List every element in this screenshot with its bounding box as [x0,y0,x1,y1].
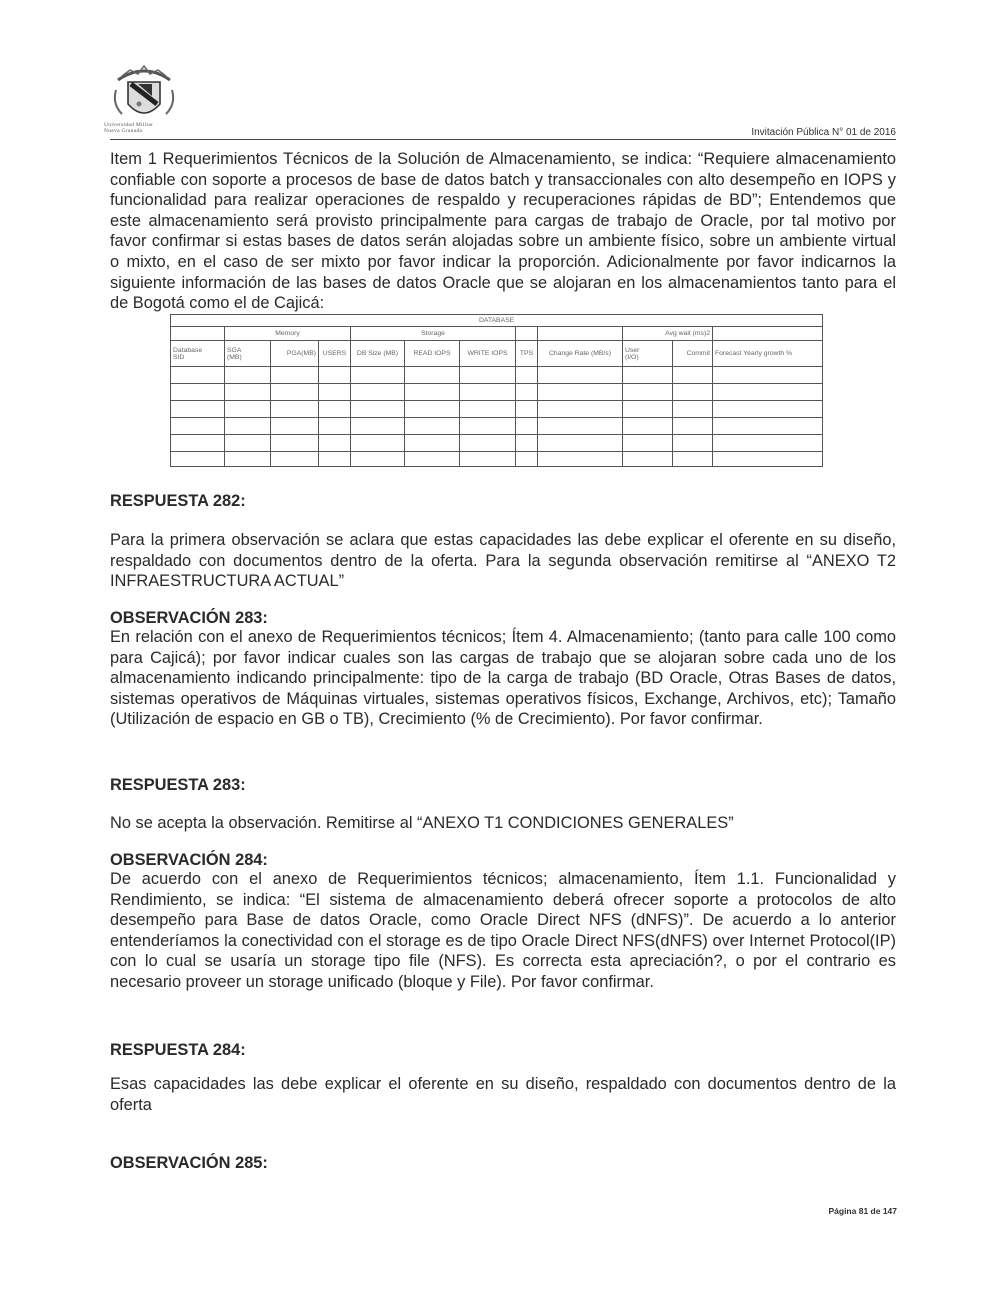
table-row [171,384,823,401]
table-row [171,367,823,384]
col-users: USERS [319,341,351,367]
table-title: DATABASE [171,315,823,327]
observacion-285-heading: OBSERVACIÓN 285: [110,1154,268,1172]
col-write-iops: WRITE IOPS [460,341,516,367]
page-number: Página 81 de 147 [828,1206,897,1216]
empty-cell [538,327,623,341]
respuesta-282-text: Para la primera observación se aclara que estas capacidades las debe explicar el oferente en su diseño, respaldado con documentos dentro de la oferta. Para la segunda observación remitirse al “ANEXO T2 INFRAESTRUCTURA ACTUAL” [110,531,896,591]
respuesta-283-heading: RESPUESTA 283: [110,776,246,794]
table-title-row [171,315,823,327]
table-row [171,418,823,435]
group-avg-wait: Avg wait (ms)2 [623,327,713,341]
respuesta-284-heading: RESPUESTA 284: [110,1041,246,1059]
respuesta-284-text: Esas capacidades las debe explicar el oferente en su diseño, respaldado con documentos dentro de la oferta [110,1075,896,1114]
col-user-io: User (I/O) [623,341,673,367]
university-seal-logo [108,60,180,128]
observacion-283-text: En relación con el anexo de Requerimientos técnicos; Ítem 4. Almacenamiento; (tanto para calle 100 como para Cajicá); por favor indicar cuales son las cargas de trabajo que se alojaran sobre cada uno de los almacenamiento indicando principalmente: tipo de la carga de trabajo (BD Oracle, Otras Bases de datos, sistemas operativos de Máquinas virtuales, sistemas operativos físicos, Exchange, Archivos, etc); Tamaño (Utilización de espacio en GB o TB), Crecimiento (% de Crecimiento). Por favor confirmar. [110,628,896,729]
col-forecast: Forecast Yearly growth % [713,341,823,367]
col-db-size: DB Size (MB) [351,341,405,367]
invitation-number: Invitación Pública N° 01 de 2016 [751,127,896,138]
intro-paragraph: Item 1 Requerimientos Técnicos de la Solución de Almacenamiento, se indica: “Requiere almacenamiento confiable con soporte a procesos de base de datos batch y transaccionales con alto desempeño en IOPS y funcionalidad para realizar operaciones de respaldo y recuperaciones rápidas de BD”; Entendemos que este almacenamiento será provisto principalmente para cargas de trabajo de Oracle, por tal motivo por favor confirmar si estas bases de datos serán alojadas sobre un ambiente físico, sobre un ambiente virtual o mixto, en el caso de ser mixto por favor indicar la proporción. Adicionalmente por favor indicarnos la siguiente información de las bases de datos Oracle que se alojaran en los almacenamientos tanto para el de Bogotá como el de Cajicá: [110,150,896,313]
col-database-sid: Database SID [171,341,225,367]
header-divider [110,139,896,140]
table-group-row [171,327,823,341]
col-commit: Commit [673,341,713,367]
observacion-284-heading: OBSERVACIÓN 284: [110,851,268,869]
group-storage: Storage [351,327,516,341]
database-info-table [170,314,823,467]
table-row [171,435,823,452]
col-tps: TPS [516,341,538,367]
observacion-283-heading: OBSERVACIÓN 283: [110,609,268,627]
table-header-row [171,341,823,367]
empty-cell [713,327,823,341]
col-change-rate: Change Rate (MB/s) [538,341,623,367]
group-memory: Memory [225,327,351,341]
university-name: Universidad Militar Nueva Granada [104,122,154,134]
empty-cell [171,327,225,341]
col-read-iops: READ IOPS [405,341,460,367]
table-row [171,452,823,467]
col-pga: PGA(MB) [271,341,319,367]
empty-cell [516,327,538,341]
respuesta-282-heading: RESPUESTA 282: [110,492,246,510]
respuesta-283-text: No se acepta la observación. Remitirse al “ANEXO T1 CONDICIONES GENERALES” [110,814,734,832]
observacion-284-text: De acuerdo con el anexo de Requerimientos técnicos; almacenamiento, Ítem 1.1. Funcionalidad y Rendimiento, se indica: “El sistema de almacenamiento deberá ofrecer soporte a protocolos de alto desempeño para Base de datos Oracle, como Oracle Direct NFS (dNFS)”. De acuerdo a lo anterior entenderíamos la conectividad con el storage es de tipo Oracle Direct NFS(dNFS) over Internet Protocol(IP) con lo cual se usaría un storage tipo file (NFS). Es correcta esta apreciación?, o por el contrario es necesario proveer un storage unificado (bloque y File). Por favor confirmar. [110,870,896,991]
table-row [171,401,823,418]
col-sga: SGA (MB) [225,341,271,367]
